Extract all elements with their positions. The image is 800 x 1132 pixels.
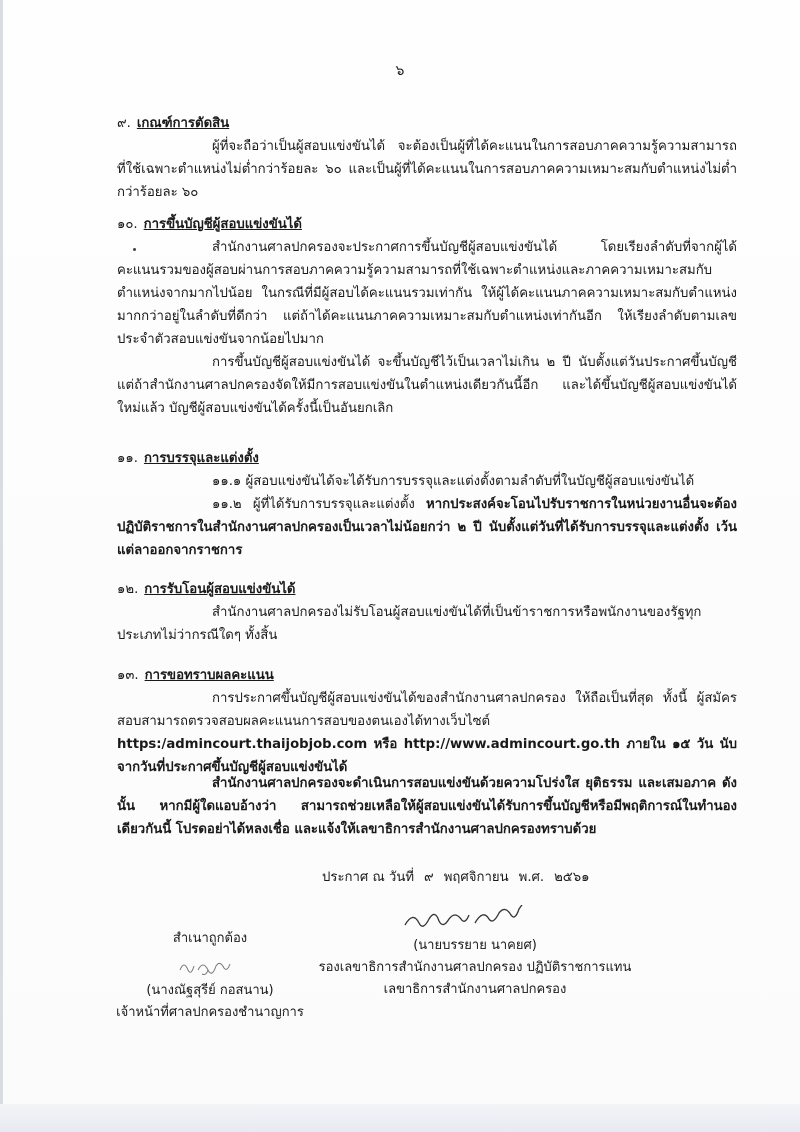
signatory-block [300, 905, 650, 1001]
section-13-paragraph [117, 687, 737, 779]
signatory-name: (นายบรรยาย นาคยศ) [413, 938, 537, 953]
section-10-heading [117, 213, 737, 236]
section-11 [117, 447, 737, 562]
section-number: ๑๓. [117, 668, 139, 683]
signature-icon [395, 905, 555, 935]
scan-bottom-band [0, 1104, 800, 1132]
closing-statement [117, 772, 737, 841]
date-year: ๒๕๖๑ [554, 870, 590, 885]
signatory-position-2: เลขาธิการสำนักงานศาลปกครอง [383, 982, 567, 997]
section-title: การบรรจุและแต่งตั้ง [143, 451, 259, 466]
section-13-heading [117, 664, 737, 687]
section-13 [117, 664, 737, 779]
certified-copy-name: (นางณัฐสุรีย์ กอสนาน) [146, 983, 274, 998]
section-title: การขอทราบผลคะแนน [144, 668, 274, 683]
section-number: ๑๑. [117, 451, 138, 466]
announcement-date [322, 866, 600, 887]
date-prefix: ประกาศ ณ วันที่ [322, 870, 415, 885]
section-11-1: ๑๑.๑ ผู้สอบแข่งขันได้จะได้รับการบรรจุและแต่งตั้งตามลำดับที่ในบัญชีผู้สอบแข่งขันได้ [212, 474, 695, 489]
section-11-2-lead: ๑๑.๒ ผู้ที่ได้รับการบรรจุและแต่งตั้ง [212, 497, 427, 512]
section-12-heading [117, 578, 737, 601]
certified-copy-label: สำเนาถูกต้อง [172, 931, 248, 946]
section-title: การรับโอนผู้สอบแข่งขันได้ [144, 582, 296, 597]
scan-speck [133, 248, 136, 251]
section-11-heading [117, 447, 737, 470]
section-11-2-bold: หากประสงค์จะโอนไปรับราชการในหน่วยงานอื่นจะต้องปฏิบัติราชการในสำนักงานศาลปกครองเป็นเวลาไม่น้อยกว่า ๒ ปี นับตั้งแต่วันที่ได้รับการบรรจุและแต่งตั้ง เว้นแต่ลาออกจากราชการ [117, 497, 737, 558]
section-9-paragraph: ผู้ที่จะถือว่าเป็นผู้สอบแข่งขันได้ จะต้องเป็นผู้ที่ได้คะแนนในการสอบภาคความรู้ความสามารถที่ใช้เฉพาะตำแหน่งไม่ต่ำกว่าร้อยละ ๖๐ และเป็นผู้ที่ได้คะแนนในการสอบภาคความเหมาะสมกับตำแหน่งไม่ต่ำกว่าร้อยละ ๖๐ [117, 139, 737, 200]
scan-edge [0, 0, 3, 1132]
section-10-paragraph-2: การขึ้นบัญชีผู้สอบแข่งขันได้ จะขึ้นบัญชีไว้เป็นเวลาไม่เกิน ๒ ปี นับตั้งแต่วันประกาศขึ้นบัญชี แต่ถ้าสำนักงานศาลปกครองจัดให้มีการสอบแข่งขันในตำแหน่งเดียวกันนี้อีก และได้ขึ้นบัญชีผู้สอบแข่งขันได้ใหม่แล้ว บัญชีผู้สอบแข่งขันได้ครั้งนี้เป็นอันยกเลิก [117, 355, 737, 416]
section-10 [117, 213, 737, 420]
section-number: ๙. [117, 116, 131, 131]
initials-signature-icon [170, 950, 250, 980]
section-13-lead: การประกาศขึ้นบัญชีผู้สอบแข่งขันได้ของสำนักงานศาลปกครอง ให้ถือเป็นที่สุด ทั้งนี้ ผู้สมัครสอบสามารถตรวจสอบผลคะแนนการสอบของตนเองได้ทางเว็บไซต์ [117, 691, 737, 729]
section-9-heading [117, 112, 737, 135]
date-month: พฤศจิกายน [443, 870, 509, 885]
section-10-paragraph-1: สำนักงานศาลปกครองจะประกาศการขึ้นบัญชีผู้สอบแข่งขันได้ โดยเรียงลำดับที่จากผู้ได้คะแนนรวมของผู้สอบผ่านการสอบภาคความรู้ความสามารถที่ใช้เฉพาะตำแหน่งและภาคความเหมาะสมกับตำแหน่งจากมากไปน้อย ในกรณีที่มีผู้สอบได้คะแนนรวมเท่ากัน ให้ผู้ได้คะแนนภาคความเหมาะสมกับตำแหน่งมากกว่าอยู่ในลำดับที่ดีกว่า แต่ถ้าได้คะแนนภาคความเหมาะสมกับตำแหน่งเท่ากันอีก ให้เรียงลำดับตามเลขประจำตัวสอบแข่งขันจากน้อยไปมาก [117, 240, 737, 347]
date-era: พ.ศ. [518, 870, 545, 885]
section-12-paragraph: สำนักงานศาลปกครองไม่รับโอนผู้สอบแข่งขันได้ที่เป็นข้าราชการหรือพนักงานของรัฐทุกประเภทไม่ว่ากรณีใดๆ ทั้งสิ้น [117, 605, 702, 643]
section-9 [117, 112, 737, 204]
page-number: ๖ [395, 63, 405, 79]
certified-copy-position: เจ้าหน้าที่ศาลปกครองชำนาญการ [116, 1005, 304, 1020]
certified-copy-block [100, 928, 320, 1024]
section-title: การขึ้นบัญชีผู้สอบแข่งขันได้ [143, 217, 302, 232]
signatory-position-1: รองเลขาธิการสำนักงานศาลปกครอง ปฏิบัติราชการแทน [318, 960, 632, 975]
section-number: ๑๒. [117, 582, 139, 597]
section-number: ๑๐. [117, 217, 138, 232]
section-12 [117, 578, 737, 647]
section-title: เกณฑ์การตัดสิน [136, 116, 230, 131]
website-links: https:/admincourt.thaijobjob.com หรือ http://www.admincourt.go.th ภายใน ๑๕ วัน นับจากวันที่ประกาศขึ้นบัญชีผู้สอบแข่งขันได้ [117, 737, 737, 775]
date-day: ๙ [424, 870, 434, 885]
section-11-2 [117, 493, 737, 562]
closing-paragraph: สำนักงานศาลปกครองจะดำเนินการสอบแข่งขันด้วยความโปร่งใส ยุติธรรม และเสมอภาค ดังนั้น หากมีผู้ใดแอบอ้างว่า สามารถช่วยเหลือให้ผู้สอบแข่งขันได้รับการขึ้นบัญชีหรือมีพฤติการณ์ในทำนองเดียวกันนี้ โปรดอย่าได้หลงเชื่อ และแจ้งให้เลขาธิการสำนักงานศาลปกครองทราบด้วย [117, 776, 737, 837]
